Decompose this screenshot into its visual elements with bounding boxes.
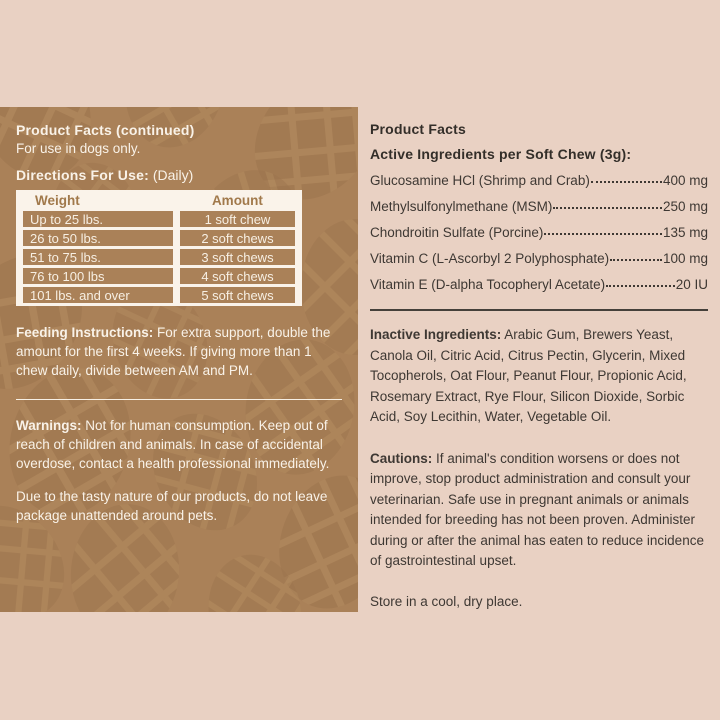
- right-panel-divider: [370, 309, 708, 311]
- active-ingredients-heading: Active Ingredients per Soft Chew (3g):: [370, 146, 632, 162]
- inactive-ingredients: [370, 325, 708, 428]
- feeding-instructions-label: Feeding Instructions:: [16, 325, 154, 340]
- table-row: [23, 230, 295, 246]
- left-label-panel: [0, 107, 358, 612]
- cautions: [370, 449, 708, 572]
- warnings-label: Warnings:: [16, 418, 82, 433]
- table-row: [23, 287, 295, 303]
- table-row: [23, 211, 295, 227]
- feeding-instructions-text: For extra support, double the amount for the first 4 weeks. If giving more than 1 chew daily, divide between AM and PM.: [16, 325, 331, 378]
- species-note: For use in dogs only.: [16, 141, 141, 156]
- left-panel-divider: [16, 399, 342, 400]
- ingredient-name: Methylsulfonylmethane (MSM): [370, 199, 553, 214]
- pets-warning-text: Due to the tasty nature of our products, do not leave package unattended around pets.: [16, 489, 328, 523]
- inactive-ingredients-text: Arabic Gum, Brewers Yeast, Canola Oil, Citric Acid, Citrus Pectin, Glycerin, Mixed Tocopherols, Oat Flour, Peanut Flour, Propionic Acid, Rosemary Extract, Rye Flour, Silicon Dioxide, Sorbic Acid, Soy Lecithin, Water, Vegetable Oil.: [370, 327, 687, 424]
- table-header-row: [23, 193, 295, 208]
- directions-suffix: (Daily): [148, 167, 194, 183]
- ingredient-row: [370, 173, 708, 188]
- amount-column-header: Amount: [211, 193, 263, 208]
- weight-cell: 101 lbs. and over: [23, 287, 173, 303]
- table-row: [23, 249, 295, 265]
- dot-leader: [553, 207, 662, 209]
- ingredient-row: [370, 225, 708, 240]
- dot-leader: [591, 181, 662, 183]
- feeding-instructions: [16, 323, 342, 380]
- left-panel-content: [0, 107, 358, 525]
- amount-cell: 5 soft chews: [180, 287, 295, 303]
- weight-column-header: Weight: [35, 193, 80, 208]
- weight-cell: 26 to 50 lbs.: [23, 230, 173, 246]
- amount-cell: 1 soft chew: [180, 211, 295, 227]
- ingredient-amount: 250 mg: [662, 199, 708, 214]
- ingredient-amount: 135 mg: [662, 225, 708, 240]
- weight-cell: 76 to 100 lbs: [23, 268, 173, 284]
- ingredient-name: Vitamin C (L-Ascorbyl 2 Polyphosphate): [370, 251, 610, 266]
- table-row: [23, 268, 295, 284]
- dot-leader: [544, 233, 662, 235]
- cautions-text: If animal's condition worsens or does not improve, stop product administration and consult your veterinarian. Safe use in pregnant animals or animals intended for breeding has not been proven. Administer during or after the animal has eaten to reduce incidence of gastrointestinal upset.: [370, 450, 704, 568]
- ingredient-name: Vitamin E (D-alpha Tocopheryl Acetate): [370, 277, 606, 292]
- dosage-table: [16, 190, 302, 306]
- left-panel-title: Product Facts (continued): [16, 122, 195, 138]
- amount-cell: 3 soft chews: [180, 249, 295, 265]
- weight-cell: 51 to 75 lbs.: [23, 249, 173, 265]
- directions-label: Directions For Use:: [16, 167, 149, 183]
- ingredient-row: [370, 251, 708, 266]
- inactive-ingredients-label: Inactive Ingredients:: [370, 327, 502, 342]
- ingredient-amount: 100 mg: [662, 251, 708, 266]
- right-panel-title: Product Facts: [370, 121, 466, 137]
- amount-cell: 2 soft chews: [180, 230, 295, 246]
- ingredient-amount: 400 mg: [662, 173, 708, 188]
- directions-heading: [16, 167, 342, 183]
- amount-cell: 4 soft chews: [180, 268, 295, 284]
- active-ingredients-list: [370, 173, 708, 292]
- cautions-label: Cautions:: [370, 450, 433, 466]
- warnings-text: Not for human consumption. Keep out of reach of children and animals. In case of accidental overdose, contact a health professional immediately.: [16, 418, 330, 471]
- weight-cell: Up to 25 lbs.: [23, 211, 173, 227]
- ingredient-row: [370, 199, 708, 214]
- ingredient-name: Glucosamine HCl (Shrimp and Crab): [370, 173, 590, 188]
- storage-instructions: Store in a cool, dry place.: [370, 593, 523, 609]
- dot-leader: [606, 285, 675, 287]
- warnings: [16, 416, 342, 473]
- dot-leader: [610, 259, 662, 261]
- ingredient-name: Chondroitin Sulfate (Porcine): [370, 225, 544, 240]
- ingredient-amount: 20 IU: [675, 277, 708, 292]
- right-label-panel: [370, 121, 708, 609]
- ingredient-row: [370, 277, 708, 292]
